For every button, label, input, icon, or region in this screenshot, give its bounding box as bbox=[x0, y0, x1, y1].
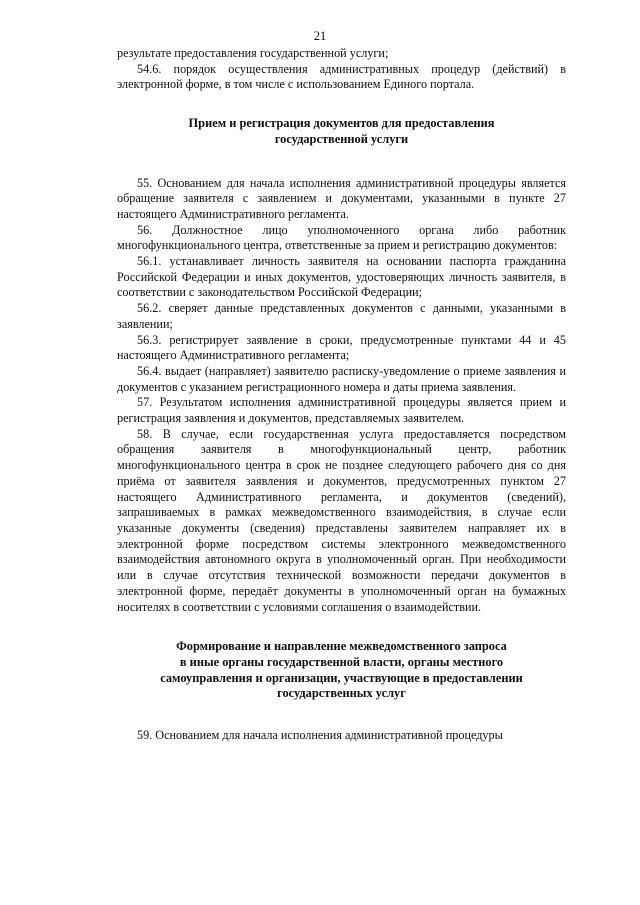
heading-line: Формирование и направление межведомственного запроса bbox=[176, 639, 507, 654]
heading-line: в иные органы государственной власти, органы местного bbox=[179, 654, 504, 669]
section-heading-reception bbox=[117, 116, 566, 147]
heading-line: самоуправления и организации, участвующие в предоставлении bbox=[160, 670, 523, 685]
heading-line: государственных услуг bbox=[277, 686, 406, 701]
heading-line: Прием и регистрация документов для предоставления bbox=[188, 116, 495, 131]
paragraph-56-1: 56.1. устанавливает личность заявителя на основании паспорта гражданина Российской Федерации и иных документов, удостоверяющих личность заявителя, в соответствии с законодательством Российской Федерации; bbox=[117, 254, 566, 300]
paragraph-58: 58. В случае, если государственная услуга предоставляется посредством обращения заявителя в многофункциональный центр, работник многофункционального центра в срок не позднее следующего рабочего дня со дня приёма от заявителя заявления и документов, предусмотренных пунктом 27 настоящего Административного регламента, и документов (сведений), запрашиваемых в рамках межведомственного взаимодействия, в случае если указанные документы (сведения) представлены заявителем направляет их в электронной форме посредством системы электронного межведомственного взаимодействия автономного округа в уполномоченный орган. При необходимости или в случае отсутствия технической возможности передачи документов в электронной форме, передаёт документы в уполномоченный орган на бумажных носителях в соответствии с условиями соглашения о взаимодействии. bbox=[117, 426, 566, 614]
paragraph-56: 56. Должностное лицо уполномоченного органа либо работник многофункционального центра, ответственные за прием и регистрацию документов: bbox=[117, 222, 566, 253]
paragraph-continuation: результате предоставления государственной услуги; bbox=[117, 46, 389, 60]
paragraph-57: 57. Результатом исполнения административной процедуры является прием и регистрация заявления и документов, представляемых заявителем. bbox=[117, 395, 566, 426]
page-content bbox=[117, 46, 566, 744]
section-heading-interagency-request bbox=[117, 639, 566, 702]
paragraph-54-6: 54.6. порядок осуществления административных процедур (действий) в электронной форме, в том числе с использованием Единого портала. bbox=[117, 61, 566, 92]
paragraph-56-3: 56.3. регистрирует заявление в сроки, предусмотренные пунктами 44 и 45 настоящего Административного регламента; bbox=[117, 332, 566, 363]
page-number: 21 bbox=[313, 29, 327, 43]
paragraph-56-4: 56.4. выдает (направляет) заявителю расписку-уведомление о приеме заявления и документов с указанием регистрационного номера и даты приема заявления. bbox=[117, 363, 566, 394]
paragraph-56-2: 56.2. сверяет данные представленных документов с данными, указанными в заявлении; bbox=[117, 301, 566, 331]
paragraph-59: 59. Основанием для начала исполнения административной процедуры bbox=[137, 728, 503, 743]
heading-line: государственной услуги bbox=[274, 131, 409, 146]
paragraph-55: 55. Основанием для начала исполнения административной процедуры является обращение заявителя с заявлением и документами, указанными в пункте 27 настоящего Административного регламента. bbox=[117, 175, 566, 221]
